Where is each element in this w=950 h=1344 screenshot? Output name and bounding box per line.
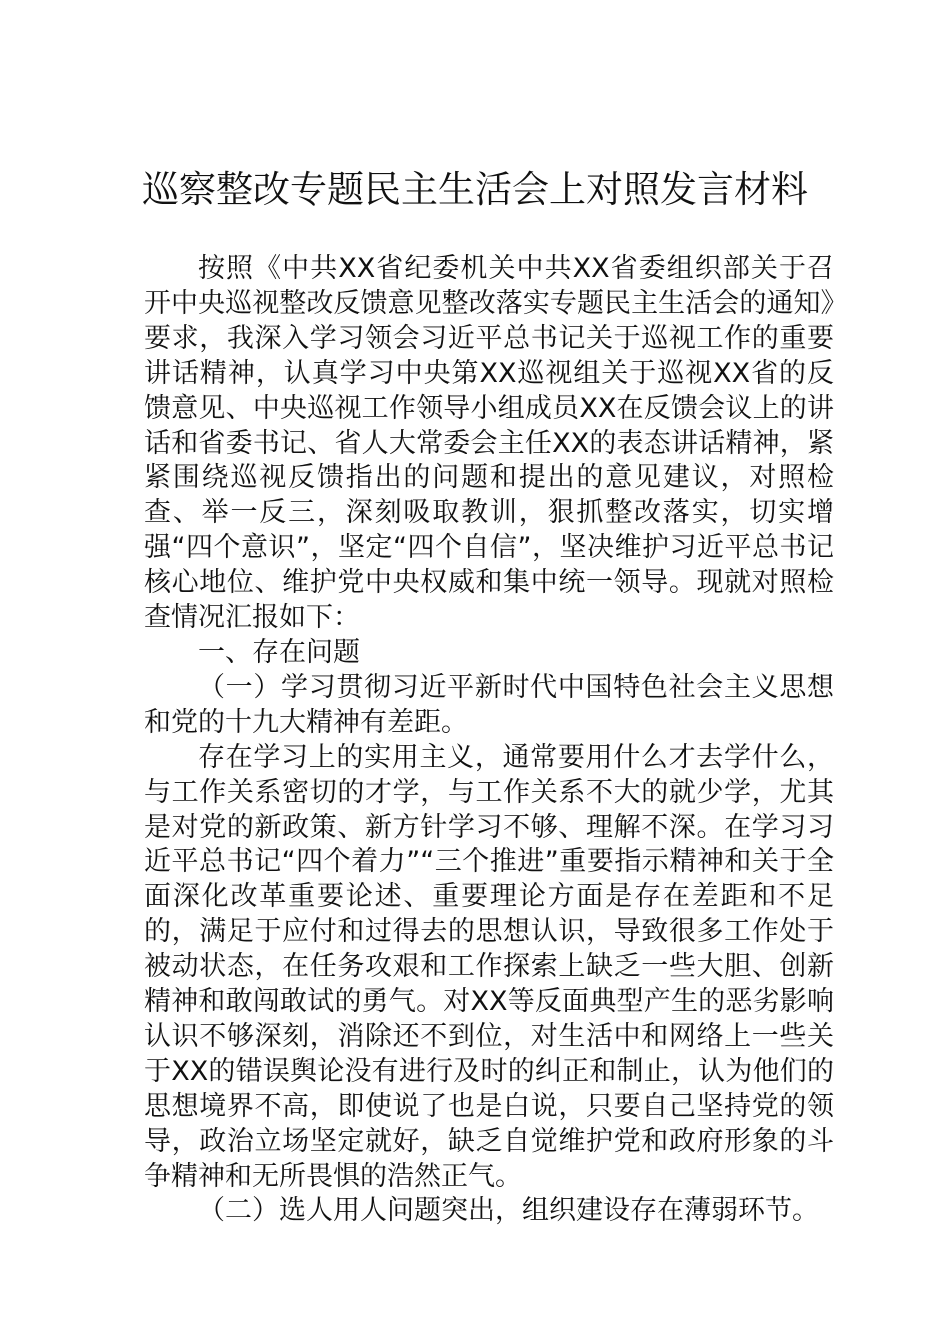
document-body	[144, 252, 834, 1229]
body-paragraph-1: 存在学习上的实用主义，通常要用什么才去学什么，与工作关系密切的才学，与工作关系不大的就少学，尤其是对党的新政策、新方针学习不够、理解不深。在学习习近平总书记“四个着力”“三个推进”重要指示精神和关于全面深化改革重要论述、重要理论方面是存在差距和不足的，满足于应付和过得去的思想认识，导致很多工作处于被动状态，在任务攻艰和工作探索上缺乏一些大胆、创新精神和敢闯敢试的勇气。对XX等反面典型产生的恶劣影响认识不够深刻，消除还不到位，对生活中和网络上一些关于XX的错误舆论没有进行及时的纠正和制止，认为他们的思想境界不高，即使说了也是白说，只要自己坚持党的领导，政治立场坚定就好，缺乏自觉维护党和政府形象的斗争精神和无所畏惧的浩然正气。	[144, 741, 834, 1192]
section-heading-problems: 一、存在问题	[198, 636, 360, 668]
document-title: 巡察整改专题民主生活会上对照发言材料	[142, 168, 808, 211]
intro-paragraph: 按照《中共XX省纪委机关中共XX省委组织部关于召开中央巡视整改反馈意见整改落实专题民主生活会的通知》要求，我深入学习领会习近平总书记关于巡视工作的重要讲话精神，认真学习中央第XX巡视组关于巡视XX省的反馈意见、中央巡视工作领导小组成员XX在反馈会议上的讲话和省委书记、省人大常委会主任XX的表态讲话精神，紧紧围绕巡视反馈指出的问题和提出的意见建议，对照检查、举一反三，深刻吸取教训，狠抓整改落实，切实增强“四个意识”，坚定“四个自信”，坚决维护习近平总书记核心地位、维护党中央权威和集中统一领导。现就对照检查情况汇报如下：	[144, 253, 834, 634]
subsection-heading-1: （一）学习贯彻习近平新时代中国特色社会主义思想和党的十九大精神有差距。	[144, 671, 834, 738]
subsection-heading-2: （二）选人用人问题突出，组织建设存在薄弱环节。	[198, 1195, 819, 1227]
